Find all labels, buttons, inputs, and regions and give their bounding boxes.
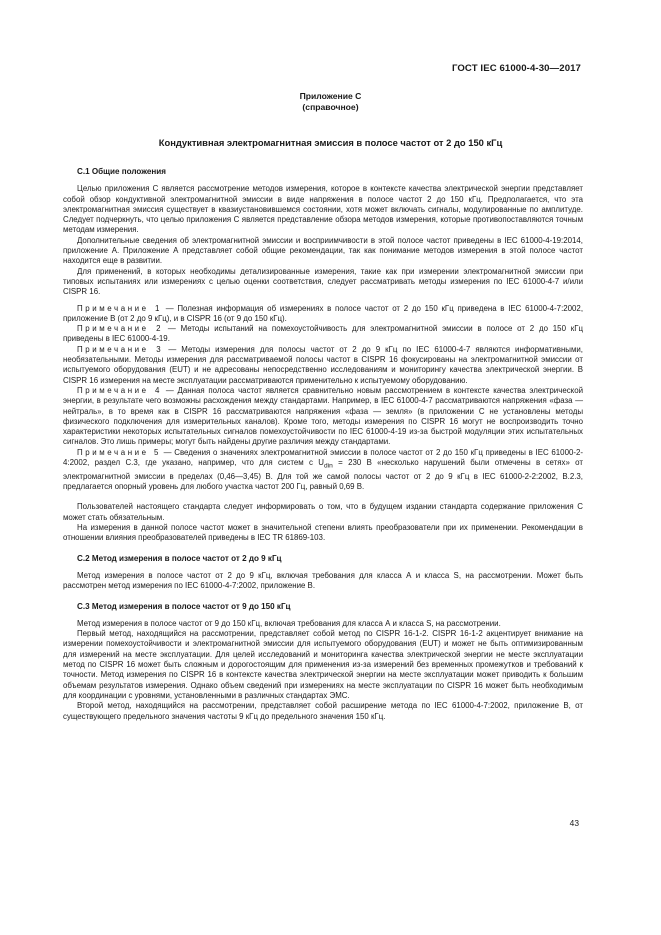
main-title: Кондуктивная электромагнитная эмиссия в полосе частот от 2 до 150 кГц <box>158 137 503 148</box>
paragraph: Пользователей настоящего стандарта следует информировать о том, что в будущем издании стандарта содержание приложения С может стать обязательным. <box>63 502 583 522</box>
page-number: 43 <box>569 818 579 828</box>
note-label: Примечание 3 <box>77 344 164 354</box>
section-heading-c1: С.1 Общие положения <box>77 167 166 176</box>
annex-heading <box>0 91 661 113</box>
paragraph: Второй метод, находящийся на рассмотрении, представляет собой расширение метода по IEC 61000-4-7:2002, приложение В, от существующего предельного значения частоты 9 кГц до предельного значения 150 кГц. <box>63 701 583 721</box>
note-text: — Методы измерения для полосы частот от 2 до 9 кГц по IEC 61000-4-7 являются информативными, необязательными. Методы измерения для рассматриваемой полосы частот в CISPR 16 фокусированы на электромагнитной эмиссии от испытуемого оборудования (EUT) и не адресованы непосредственно исследованиям и мониторингу качества электрической энергии. В CISPR 16 измерения на месте эксплуатации рассматриваются применительно к испытуемому оборудованию. <box>63 344 583 385</box>
note-label: Примечание 1 <box>77 303 162 313</box>
section-heading-c2: С.2 Метод измерения в полосе частот от 2 до 9 кГц <box>77 553 282 563</box>
paragraph: Целью приложения С является рассмотрение методов измерения, которое в контексте качества электрической энергии представляет собой обзор кондуктивной электромагнитной эмиссии в виде напряжения в полосе частот 2 до 150 кГц. Предполагается, что эта электромагнитная эмиссия существует в квазиустановившемся состоянии, хотя может включать сигналы, модулированные по амплитуде. Следует подчеркнуть, что целью приложения С является представление обзора методов измерения, которые противопоставляются точным методам измерения. <box>63 184 583 235</box>
note-text: — Данная полоса частот является сравнительно новым рассмотрением в контексте качества электрической энергии, в результате чего возможны расхождения между стандартами. Например, в IEC 61000-4-7 рассматриваются напряжения «фаза — нейтраль», в то время как в CISPR 16 рассматриваются напряжения «фаза — земля» (в приложении С не установлены методы физического подключения для измерительных каналов). Кроме того, методы измерения по CISPR 16 могут не воспроизводить точно характеристики некоторых испытательных сигналов помехоустойчивости по IEC 61000-4-19 из-за быстрой модуляции этих испытательных сигналов. Это лишь примеры; могут быть найдены другие различия между стандартами. <box>63 385 584 447</box>
paragraph: Дополнительные сведения об электромагнитной эмиссии и восприимчивости в этой полосе частот приведены в IEC 61000-4-19:2014, приложение А. Приложение А представляет собой общие рекомендации, так как понимание методов измерения в этой полосе частот находится еще в развитии. <box>63 235 583 266</box>
paragraph: На измерения в данной полосе частот может в значительной степени влиять преобразователи при их применении. Рекомендации в отношении влияния преобразователей приведены в IEC TR 61869-103. <box>63 523 583 543</box>
paragraph: Для применений, в которых необходимы детализированные измерения, такие как при измерении электромагнитной эмиссии при типовых испытаниях или измерениях с целью оценки соответствия, следует рассматривать методы измерения по IEC 61000-4-7 и/или CISPR 16. <box>63 266 583 297</box>
note-text: — Сведения о значениях электромагнитной эмиссии в полосе частот от 2 до 150 кГц приведены в IEC 61000-2-4:2002, раздел С.3, где указано, например, что для систем с U <box>63 447 583 468</box>
note-4 <box>63 386 583 448</box>
note-text: — Методы испытаний на помехоустойчивость для электромагнитной эмиссии в полосе от 2 до 150 кГц приведены в IEC 61000-4-19. <box>63 324 584 344</box>
annex-title: Приложение С <box>299 91 362 101</box>
note-label: Примечание 5 <box>77 447 161 457</box>
note-2 <box>63 324 583 345</box>
note-label: Примечание 2 <box>77 324 164 334</box>
paragraph: Метод измерения в полосе частот от 9 до 150 кГц, включая требования для класса А и класса S, на рассмотрении. <box>77 618 501 628</box>
document-number: ГОСТ IEC 61000-4-30—2017 <box>451 63 581 74</box>
paragraph: Первый метод, находящийся на рассмотрении, представляет собой метод по CISPR 16-1-2. CISPR 16-1-2 акцентирует внимание на измерении помехоустойчивости и электромагнитной эмиссии для испытуемого оборудования (EUT) и может не быть оптимизированным для измерений на месте эксплуатации. Для целей исследований и мониторинга качества электрической энергии не месте эксплуатации метод по CISPR 16 может быть сложным и дорогостоящим для применения из-за измерений без временных промежутков и требований к точности. Метод измерения по CISPR 16 в контексте качества электрической энергии на месте эксплуатации может приводить к большим объемам результатов измерения. Однако объем сведений при измерениях на месте эксплуатации по CISPR 16 может быть необходимым для координации с уровнями, установленными в различных стандартах ЭМС. <box>63 629 583 700</box>
section-heading-c3: С.3 Метод измерения в полосе частот от 9 до 150 кГц <box>77 601 291 611</box>
note-5 <box>63 448 583 493</box>
note-subscript: din <box>324 462 333 470</box>
note-text: — Полезная информация об измерениях в полосе частот от 2 до 150 кГц приведена в IEC 61000-4-7:2002, приложение В (от 2 до 9 кГц), и в CISPR 16 (от 9 до 150 кГц). <box>63 303 584 323</box>
note-text: = 230 В «несколько нарушений были отмечены в сетях» от электромагнитной эмиссии в пределах (0,46—3,45) В. Для той же самой полосы частот от 2 до 9 кГц в IEC 61000-2-2:2002, В.2.3, предлагается опорный уровень для любого участка частот 200 Гц, равный 0,69 В. <box>63 458 584 492</box>
paragraph: Метод измерения в полосе частот от 2 до 9 кГц, включая требования для класса А и класса S, на рассмотрении. Может быть рассмотрен метод измерения по IEC 61000-4-7:2002, приложение В. <box>63 570 583 591</box>
note-label: Примечание 4 <box>77 385 163 395</box>
document-body <box>63 167 583 722</box>
note-3 <box>63 345 583 386</box>
note-1 <box>63 304 583 325</box>
annex-subtitle: (справочное) <box>302 102 359 112</box>
